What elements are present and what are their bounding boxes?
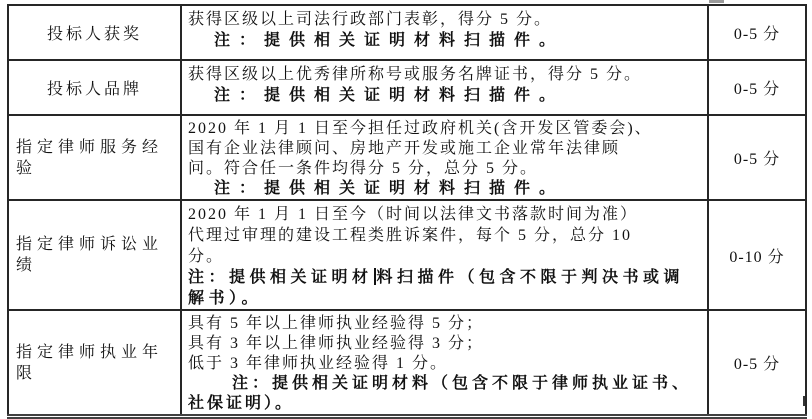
note-line: 社保证明）。 [188, 395, 295, 412]
desc-line: 代理过审理的建设工程类胜诉案件，每个 5 分，总分 10 [188, 227, 633, 244]
note-text-after-cursor: 料扫描件（包含不限于判决书或调 [376, 269, 685, 286]
criterion-desc-cell [181, 115, 708, 200]
table-row [8, 310, 806, 417]
desc-line: 问。符合任一条件均得分 5 分，总分 5 分。 [188, 160, 539, 177]
note-line [188, 267, 703, 288]
score-value: 0-10 分 [729, 248, 785, 266]
score-value: 0-5 分 [733, 26, 781, 43]
table-row [8, 115, 806, 200]
criterion-name: 指定律师执业年限 [16, 343, 164, 382]
note-line: 注：提供相关证明材料（包含不限于律师执业证书、 [232, 375, 693, 392]
text-cursor-artifact [374, 268, 376, 285]
note-line: 注：提供相关证明材料扫描件。 [214, 32, 565, 49]
criterion-name: 投标人获奖 [46, 26, 142, 43]
desc-line: 获得区级以上司法行政部门表彰，得分 5 分。 [188, 11, 553, 28]
desc-line: 获得区级以上优秀律所称号或服务名牌证书，得分 5 分。 [188, 66, 643, 83]
table-row [8, 60, 806, 115]
score-value: 0-5 分 [733, 356, 781, 373]
score-value: 0-5 分 [733, 151, 781, 168]
criterion-name: 指定律师诉讼业绩 [16, 236, 164, 274]
top-right-mark [709, 0, 724, 3]
criterion-desc-cell [181, 310, 708, 417]
desc-line: 具有 3 年以上律师执业经验得 3 分； [188, 335, 485, 352]
note-line: 注：提供相关证明材料扫描件。 [214, 87, 565, 104]
criterion-name-cell [8, 200, 181, 310]
score-cell [708, 200, 806, 310]
criterion-desc-cell [181, 5, 708, 60]
desc-line: 具有 5 年以上律师执业经验得 5 分； [188, 315, 485, 332]
scoring-criteria-table [7, 4, 807, 419]
score-cell [708, 115, 806, 200]
criterion-name-cell [8, 5, 181, 60]
note-line: 注：提供相关证明材料扫描件。 [214, 180, 565, 197]
desc-line: 2020 年 1 月 1 日至今（时间以法律文书落款时间为准） [188, 206, 639, 223]
desc-line: 2020 年 1 月 1 日至今担任过政府机关(含开发区管委会)、 [188, 120, 653, 137]
score-value: 0-5 分 [733, 81, 781, 98]
criterion-name: 指定律师服务经验 [16, 138, 164, 177]
note-line: 解书）。 [188, 290, 263, 307]
table-row [8, 200, 806, 310]
score-cell [708, 60, 806, 115]
table-row [8, 5, 806, 60]
criterion-name-cell [8, 115, 181, 200]
score-cell [708, 5, 806, 60]
criterion-name-cell [8, 60, 181, 115]
criterion-desc-cell [181, 60, 708, 115]
desc-line: 低于 3 年律师执业经验得 1 分。 [188, 355, 449, 372]
note-text-before-cursor: 注：提供相关证明材 [188, 269, 373, 286]
criterion-desc-cell [181, 200, 708, 310]
criterion-name: 投标人品牌 [46, 81, 142, 98]
desc-line: 分。 [188, 248, 225, 265]
desc-line: 国有企业法律顾问、房地产开发或施工企业常年法律顾 [188, 140, 621, 157]
score-cell [708, 310, 806, 417]
criterion-name-cell [8, 310, 181, 417]
